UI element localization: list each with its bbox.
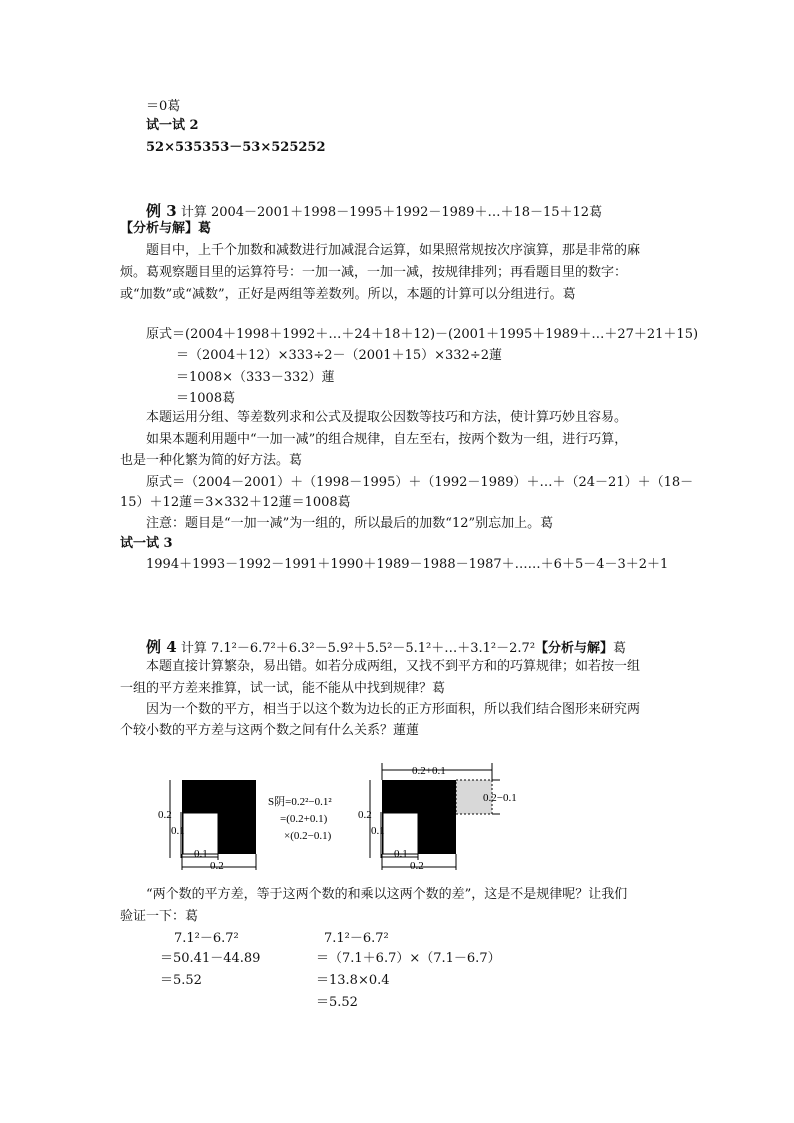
- try-2-heading: 试一试 2: [146, 118, 199, 133]
- paragraph: 验证一下：葛: [120, 909, 199, 924]
- note: 注意：题目是“一加一减”为一组的，所以最后的加数“12”别忘加上。葛: [146, 516, 554, 531]
- left-height-inner-label: 0.1: [171, 825, 185, 837]
- left-square-diagram: [158, 780, 256, 872]
- square-difference-figure: [150, 758, 530, 878]
- paragraph: 也是一种化繁为简的好方法。葛: [120, 453, 303, 468]
- calc-rule-line-2: ＝（7.1＋6.7）×（7.1－6.7）: [316, 951, 501, 966]
- formula-line: ＝（2004＋12）×333÷2－（2001＋15）×332÷2蓮: [176, 348, 502, 363]
- example-3-label: 例 3: [146, 202, 177, 220]
- example-4-calc: 计算 7.1²－6.7²＋6.3²－5.9²＋5.5²－5.1²＋…＋3.1²－2.7²: [180, 641, 536, 656]
- calc-rule-line-1: 7.1²－6.7²: [324, 931, 389, 946]
- paragraph: 个较小数的平方差与这两个数之间有什么关系？蓮蓮: [120, 723, 420, 738]
- calc-direct-line-2: ＝50.41－44.89: [160, 951, 261, 966]
- calc-direct-line-3: ＝5.52: [160, 973, 202, 988]
- formula-line: ＝1008葛: [176, 391, 236, 406]
- calc-direct-line-1: 7.1²－6.7²: [174, 931, 239, 946]
- left-height-outer-label: 0.2: [158, 809, 172, 821]
- calc-rule-line-4: ＝5.52: [316, 995, 358, 1010]
- right-square-diagram: [358, 763, 517, 872]
- shaded-area-formula: S阴=0.2²−0.1²: [268, 796, 332, 808]
- example-3-title: [146, 202, 602, 222]
- shaded-area-formula-diff: ×(0.2−0.1): [284, 830, 332, 842]
- example-4-title: [146, 638, 626, 658]
- paragraph: 因为一个数的平方，相当于以这个数为边长的正方形面积，所以我们结合图形来研究两: [146, 702, 641, 717]
- paragraph: 如果本题利用题中“一加一减”的组合规律，自左至右，按两个数为一组，进行巧算，: [146, 432, 628, 447]
- shaded-area-formula-sum: =(0.2+0.1): [280, 813, 328, 825]
- right-side-label: 0.2−0.1: [483, 792, 517, 804]
- right-height-inner-label: 0.1: [371, 825, 385, 837]
- try-3-heading: 试一试 3: [120, 536, 173, 551]
- try-3-problem: 1994＋1993－1992－1991＋1990＋1989－1988－1987＋……＋6＋5－4－3＋2＋1: [146, 557, 669, 572]
- example-4-label: 例 4: [146, 638, 177, 656]
- formula-line: 15）＋12蓮＝3×332＋12蓮＝1008葛: [120, 495, 351, 510]
- formula-line: ＝1008×（333－332）蓮: [176, 370, 335, 385]
- result-line: ＝0葛: [146, 99, 181, 114]
- left-width-inner-label: 0.1: [194, 848, 208, 860]
- calc-rule-line-3: ＝13.8×0.4: [316, 973, 390, 988]
- right-height-outer-label: 0.2: [358, 809, 372, 821]
- right-width-inner-label: 0.1: [394, 848, 408, 860]
- paragraph: “两个数的平方差，等于这两个数的和乘以这两个数的差”，这是不是规律呢？让我们: [146, 887, 628, 902]
- example-3-calc: 计算 2004－2001＋1998－1995＋1992－1989＋…＋18－15＋12葛: [180, 205, 603, 220]
- paragraph: 本题运用分组、等差数列求和公式及提取公因数等技巧和方法，使计算巧妙且容易。: [146, 410, 628, 425]
- right-width-outer-label: 0.2: [410, 860, 424, 872]
- left-width-outer-label: 0.2: [210, 860, 224, 872]
- paragraph: 烦。葛观察题目里的运算符号：一加一减，一加一减，按规律排列；再看题目里的数字：: [120, 265, 628, 280]
- formula-line: 原式＝(2004＋1998＋1992＋…＋24＋18＋12)－(2001＋1995＋1989＋…＋27＋21＋15): [146, 327, 699, 342]
- example-4-analysis-heading: 【分析与解】: [535, 641, 614, 656]
- try-2-problem: 52×535353－53×525252: [146, 140, 326, 155]
- paragraph: 题目中，上千个加数和减数进行加减混合运算，如果照常规按次序演算，那是非常的麻: [146, 243, 641, 258]
- paragraph: 或“加数”或“减数”，正好是两组等差数列。所以，本题的计算可以分组进行。葛: [120, 287, 576, 302]
- right-top-width-label: 0.2+0.1: [412, 765, 446, 777]
- formula-line: 原式＝（2004－2001）＋（1998－1995）＋（1992－1989）＋…＋（24－21）＋（18－: [146, 475, 694, 490]
- paragraph: 一组的平方差来推算，试一试，能不能从中找到规律？葛: [120, 681, 446, 696]
- example-3-analysis-heading: 【分析与解】葛: [120, 221, 212, 236]
- example-4-tail: 葛: [613, 641, 627, 656]
- paragraph: 本题直接计算繁杂，易出错。如若分成两组，又找不到平方和的巧算规律；如若按一组: [146, 659, 641, 674]
